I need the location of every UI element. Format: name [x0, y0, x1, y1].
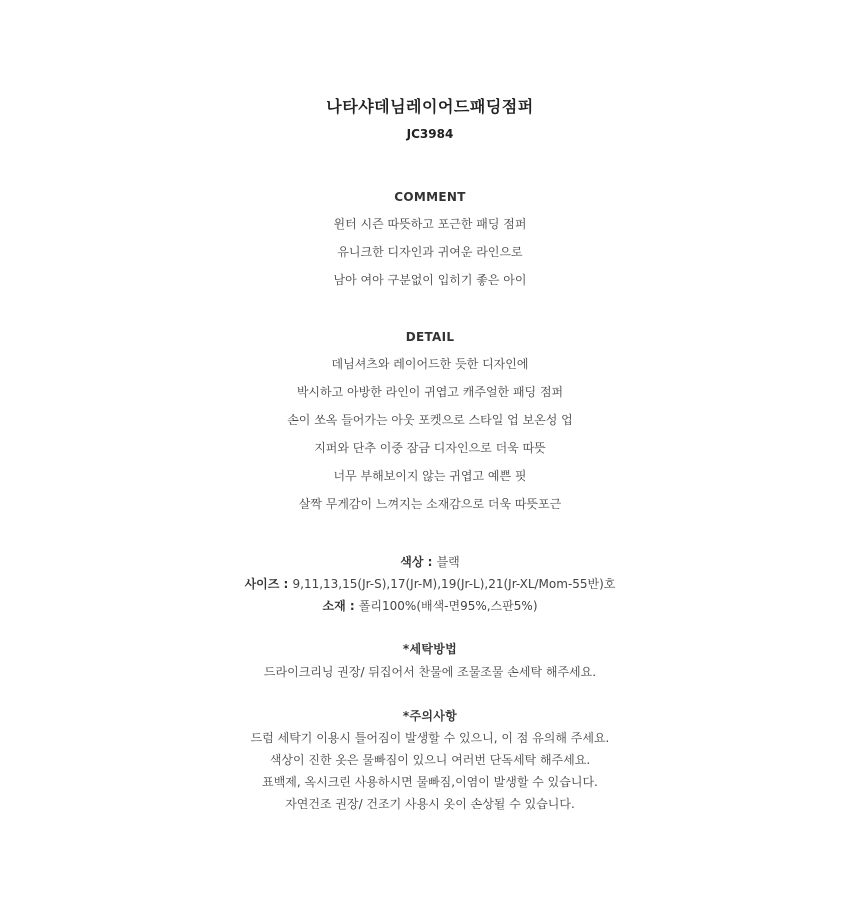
spec-material-label: 소재	[322, 599, 346, 613]
caution-heading: *주의사항	[402, 709, 458, 723]
caution-line: 색상이 진한 옷은 물빠짐이 있으니 여러번 단독세탁 해주세요.	[269, 753, 591, 767]
spec-color-value: 블랙	[436, 555, 460, 569]
product-name: 나타샤데님레이어드패딩점퍼	[326, 97, 534, 116]
spec-material-value: 폴리100%(배색-면95%,스판5%)	[358, 599, 538, 613]
detail-heading: DETAIL	[405, 330, 455, 344]
spec-color-label: 색상	[400, 555, 424, 569]
comment-heading: COMMENT	[394, 190, 466, 204]
comment-line: 유니크한 디자인과 귀여운 라인으로	[337, 245, 523, 259]
caution-line: 드럼 세탁기 이용시 틀어짐이 발생할 수 있으니, 이 점 유의해 주세요.	[250, 731, 610, 745]
product-code: JC3984	[406, 127, 454, 141]
detail-line: 살짝 무게감이 느껴지는 소재감으로 더욱 따뜻포근	[298, 497, 562, 511]
spec-separator: :	[423, 555, 437, 569]
washing-heading: *세탁방법	[402, 642, 458, 656]
spec-separator: :	[345, 599, 359, 613]
caution-line: 표백제, 옥시크린 사용하시면 물빠짐,이염이 발생할 수 있습니다.	[262, 775, 598, 789]
comment-line: 윈터 시즌 따뜻하고 포근한 패딩 점퍼	[333, 217, 527, 231]
spec-separator: :	[279, 577, 293, 591]
spec-size	[0, 578, 860, 590]
washing-line: 드라이크리닝 권장/ 뒤집어서 찬물에 조물조물 손세탁 해주세요.	[263, 665, 597, 679]
spec-material	[0, 600, 860, 612]
detail-line: 지퍼와 단추 이중 잠금 디자인으로 더욱 따뜻	[314, 441, 546, 455]
comment-line: 남아 여아 구분없이 입히기 좋은 아이	[333, 273, 527, 287]
spec-size-label: 사이즈	[244, 577, 280, 591]
spec-size-value: 9,11,13,15(Jr-S),17(Jr-M),19(Jr-L),21(Jr-XL/Mom-55반)호	[292, 577, 616, 591]
detail-line: 너무 부해보이지 않는 귀엽고 예쁜 핏	[333, 469, 527, 483]
detail-line: 박시하고 아방한 라인이 귀엽고 캐주얼한 패딩 점퍼	[296, 385, 564, 399]
spec-color	[0, 556, 860, 568]
caution-line: 자연건조 권장/ 건조기 사용시 옷이 손상될 수 있습니다.	[285, 797, 575, 811]
detail-line: 데님셔츠와 레이어드한 듯한 디자인에	[331, 357, 529, 371]
detail-line: 손이 쏘옥 들어가는 아웃 포켓으로 스타일 업 보온성 업	[287, 413, 573, 427]
